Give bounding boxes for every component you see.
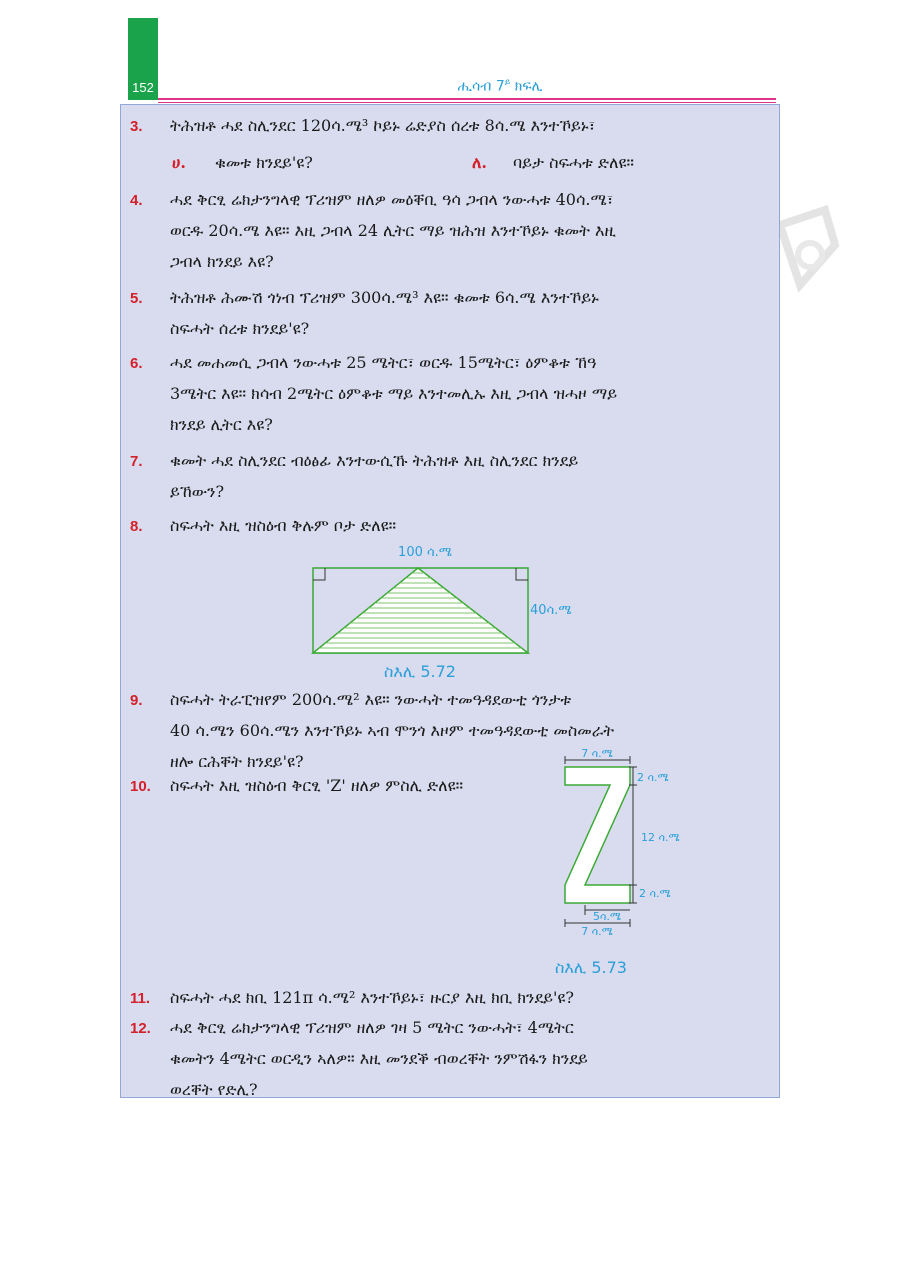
question-line: ሓደ ቅርፂ ሬክታንግላዊ ፕሪዝም ዘለዎ መዕቐቢ ዓሳ ጋብላ ንውሓቱ 40ሳ.ሜ፣ [170, 190, 614, 209]
label-100cm: 100 ሳ.ሜ [398, 545, 452, 560]
question-line: ቁመትን 4ሜትር ወርዲን ኣለዎ። እዚ መንደቕ ብወረቐት ንምሽፋን ክንደይ [170, 1049, 588, 1068]
question-line: ስፍሓት እዚ ዝስዕብ ቅሉም ቦታ ድለዩ። [170, 516, 397, 535]
page-header-title: ሒሳብ $7^ይ$ ክፍሊ [457, 78, 543, 95]
question-line: ዘሎ ርሕቐት ክንደይ'ዩ? [170, 752, 304, 771]
question-text-5 [170, 282, 770, 344]
question-line: ይኸውን? [170, 482, 225, 501]
question-line: ሓደ መሐመሲ ጋብላ ንውሓቱ 25 ሜትር፣ ወርዱ 15ሜትር፣ ዕምቆቱ ኸዓ [170, 353, 597, 372]
label-top-thickness: 2 ሳ.ሜ [637, 771, 669, 784]
question-line: ስፍሓት ሰረቱ ክንደይ'ዩ? [170, 319, 310, 338]
question-number-6: 6. [130, 355, 143, 372]
right-angle-right [516, 568, 528, 580]
question-line: ትሕዝቶ ሕሙሽ ጎነብ ፕሪዝም 300ሳ.ሜ³ እዩ። ቁመቱ 6ሳ.ሜ እንተኾይኑ [170, 288, 599, 307]
label-top-7cm: 7 ሳ.ሜ [581, 747, 613, 760]
question-number-12: 12. [130, 1020, 151, 1037]
question-text-4 [170, 184, 770, 277]
question-number-11: 11. [130, 990, 151, 1007]
question-text-7 [170, 445, 770, 507]
question-number-7: 7. [130, 453, 143, 470]
question-line: ስፍሓት ሓደ ክቢ 121π ሳ.ሜ² እንተኾይኑ፣ ዙርያ እዚ ክቢ ክንደይ'ዩ? [170, 988, 574, 1007]
label-middle-12cm: 12 ሳ.ሜ [641, 831, 680, 844]
question-line: ስፍሓት እዚ ዝስዕብ ቅርፂ 'Z' ዘለዎ ምስሊ ድለዩ። [170, 776, 464, 795]
label-bottom-thickness: 2 ሳ.ሜ [639, 887, 671, 900]
question-line: ወረቐት የድሊ? [170, 1080, 258, 1099]
header-rule [158, 98, 776, 100]
label-bottom-7cm: 7 ሳ.ሜ [581, 925, 613, 938]
label-40cm: 40ሳ.ሜ [530, 603, 572, 618]
question-text-11 [170, 982, 770, 1013]
label-inner-5cm: 5ሳ.ሜ [592, 910, 622, 923]
question-number-3: 3. [130, 118, 143, 135]
question-text-6 [170, 347, 770, 440]
figure-5-73-z-shape [555, 745, 695, 940]
z-outline [565, 767, 630, 903]
question-line: ጋብላ ክንደይ እዩ? [170, 252, 274, 271]
question-text-3 [170, 110, 770, 141]
question-number-5: 5. [130, 290, 143, 307]
q3-part-b-text: ባይታ ስፍሓቱ ድለዩ። [513, 153, 634, 172]
question-line: ክንደይ ሊትር እዩ? [170, 415, 273, 434]
q3-part-a-label: ሀ. [172, 153, 186, 172]
question-number-8: 8. [130, 518, 143, 535]
figure-5-72-caption: ስእሊ 5.72 [384, 662, 456, 681]
question-line: ትሕዝቶ ሓደ ስሊንደር 120ሳ.ሜ³ ኮይኑ ሬድያስ ሰረቱ 8ሳ.ሜ እንተኾይኑ፣ [170, 116, 596, 135]
watermark-graphic [770, 205, 840, 295]
question-number-9: 9. [130, 692, 143, 709]
page-number: 152 [132, 80, 154, 95]
question-line: ወርዱ 20ሳ.ሜ እዩ። እዚ ጋብላ 24 ሊትር ማይ ዝሕዝ እንተኾይኑ ቁመት እዚ [170, 221, 617, 240]
question-text-12 [170, 1012, 770, 1105]
header-rule-thin [158, 102, 776, 103]
question-line: 40 ሳ.ሜን 60ሳ.ሜን እንተኾይኑ ኣብ ሞንጎ እዞም ተመዓዳደውቲ መስመራት [170, 721, 615, 740]
question-number-4: 4. [130, 192, 143, 209]
right-angle-left [313, 568, 325, 580]
question-text-8 [170, 510, 770, 541]
question-line: ስፍሓት ትራፒዝየም 200ሳ.ሜ² እዩ። ንውሓት ተመዓዳደውቲ ጎንታቱ [170, 690, 572, 709]
question-line: ሓደ ቅርፂ ሬክታንግላዊ ፕሪዝም ዘለዎ ገዛ 5 ሜትር ንውሓት፣ 4ሜትር [170, 1018, 574, 1037]
question-number-10: 10. [130, 778, 151, 795]
question-line: 3ሜትር እዩ። ክሳብ 2ሜትር ዕምቆቱ ማይ እንተመሊኡ እዚ ጋብላ ዝሓዞ ማይ [170, 384, 618, 403]
figure-5-73-caption: ስእሊ 5.73 [555, 958, 627, 977]
q3-part-a-text: ቁመቱ ክንደይ'ዩ? [215, 153, 313, 172]
shaded-triangle [313, 568, 528, 653]
q3-part-b-label: ለ. [472, 153, 487, 172]
question-line: ቁመት ሓደ ስሊንደር ብዕፅፊ እንተውሲኹ ትሕዝቶ እዚ ስሊንደር ክንደይ [170, 451, 579, 470]
